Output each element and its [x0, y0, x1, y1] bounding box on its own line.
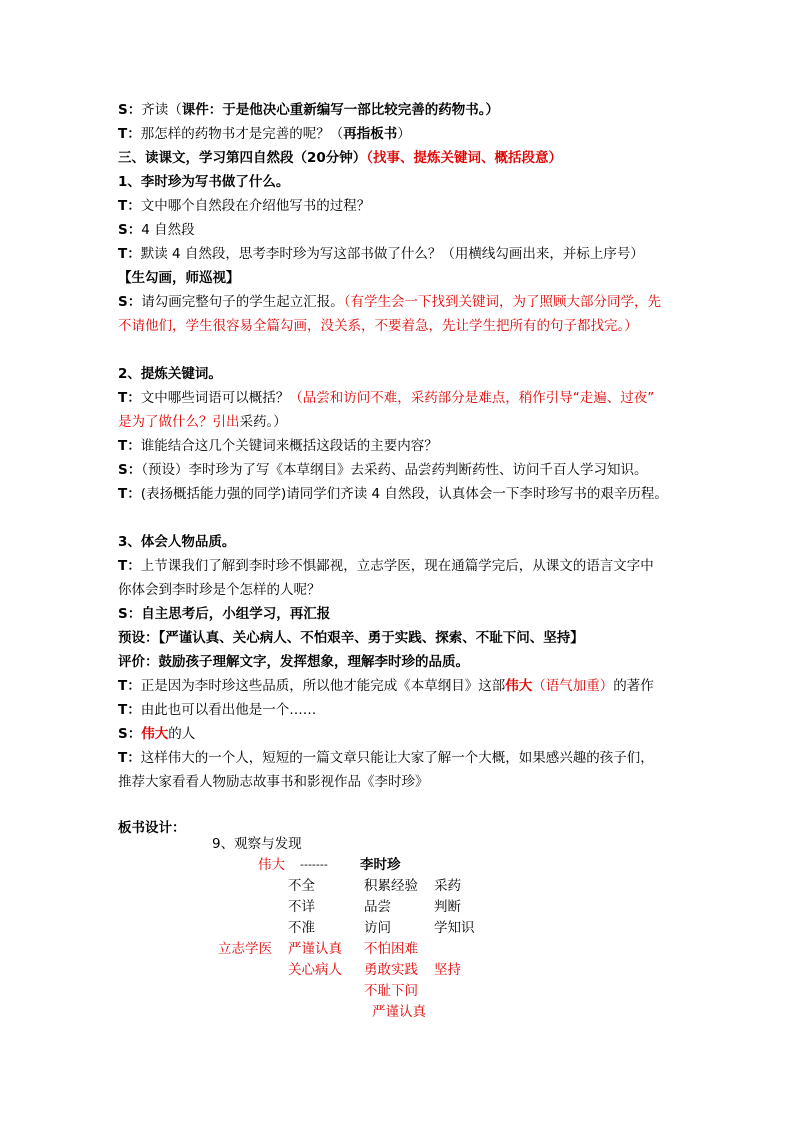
board-red-right-3: 严谨认真: [372, 1004, 426, 1020]
board-c3-0: 采药: [434, 878, 461, 894]
line-19: 你体会到李时珍是个怎样的人呢？: [118, 582, 321, 598]
line-12: T：文中哪些词语可以概括？（品尝和访问不难，采药部分是难点，稍作引导“走遍、过夜”: [118, 390, 655, 406]
line-16: T：(表扬概括能力强的同学)请同学们齐读 4 自然段，认真体会一下李时珍写书的艰辛历程。: [118, 486, 668, 502]
line-14: T：谁能结合这几个关键词来概括这段话的主要内容？: [118, 438, 438, 454]
board-c3-2: 学知识: [434, 920, 475, 936]
section-heading-3: 三、读课文，学习第四自然段（20分钟）（找事、提炼关键词、概括段意）: [118, 150, 563, 166]
line-20: S：自主思考后，小组学习，再汇报: [118, 606, 331, 622]
board-c1-2: 不准: [288, 920, 315, 936]
board-name: 李时珍: [360, 857, 401, 873]
line-26: T：这样伟大的一个人，短短的一篇文章只能让大家了解一个大概，如果感兴趣的孩子们，: [118, 750, 654, 766]
board-red-right-2: 不耻下问: [364, 983, 418, 999]
board-red-mid-0: 严谨认真: [288, 941, 342, 957]
line-5: T：文中哪个自然段在介绍他写书的过程？: [118, 198, 371, 214]
board-c2-0: 积累经验: [364, 878, 418, 894]
board-dash: -------: [300, 858, 328, 871]
line-22: 评价：鼓励孩子理解文字，发挥想象，理解李时珍的品质。: [118, 654, 469, 670]
line-1: S：齐读（课件：于是他决心重新编写一部比较完善的药物书。）: [118, 102, 499, 118]
line-25: S：伟大的人: [118, 726, 196, 742]
line-27: 推荐大家看看人物励志故事书和影视作品《李时珍》: [118, 774, 429, 790]
line-18: T：上节课我们了解到李时珍不惧鄙视，立志学医，现在通篇学完后，从课文的语言文字中: [118, 558, 654, 574]
line-15: S：（预设）李时珍为了写《本草纲目》去采药、品尝药判断药性、访问千百人学习知识。: [118, 462, 648, 478]
board-c1-0: 不全: [288, 878, 315, 894]
board-c3-1: 判断: [434, 899, 461, 915]
line-23: T：正是因为李时珍这些品质，所以他才能完成《本草纲目》这部伟大（语气加重）的著作: [118, 678, 654, 694]
board-heading: 板书设计：: [118, 820, 186, 836]
subheading-1: 1、李时珍为写书做了什么。: [118, 174, 290, 190]
board-red-mid-1: 关心病人: [288, 962, 342, 978]
board-red-right-1: 勇敢实践: [364, 962, 418, 978]
line-13: 是为了做什么？引出采药。）: [118, 414, 287, 430]
line-2: T：那怎样的药物书才是完善的呢？（再指板书）: [118, 126, 411, 142]
board-red-right-0: 不怕困难: [364, 941, 418, 957]
subheading-2: 2、提炼关键词。: [118, 366, 222, 382]
board-weida: 伟大: [258, 857, 285, 873]
board-jianchi: 坚持: [434, 962, 461, 978]
line-10: 不请他们，学生很容易全篇勾画，没关系，不要着急，先让学生把所有的句子都找完。）: [118, 318, 638, 334]
line-6: S：4 自然段: [118, 222, 195, 238]
board-lizhi: 立志学医: [218, 941, 272, 957]
board-c2-1: 品尝: [364, 899, 391, 915]
line-21: 预设：【严谨认真、关心病人、不怕艰辛、勇于实践、探索、不耻下问、坚持】: [118, 630, 584, 646]
subheading-3: 3、体会人物品质。: [118, 534, 236, 550]
board-c1-1: 不详: [288, 899, 315, 915]
line-24: T：由此也可以看出他是一个……: [118, 702, 317, 718]
line-7: T：默读 4 自然段，思考李时珍为写这部书做了什么？（用横线勾画出来，并标上序号）: [118, 246, 644, 262]
board-c2-2: 访问: [364, 920, 391, 936]
line-8: 【生勾画，师巡视】: [118, 270, 240, 286]
board-title: 9、观察与发现: [212, 836, 302, 852]
line-9: S：请勾画完整句子的学生起立汇报。（有学生会一下找到关键词，为了照顾大部分同学，先: [118, 294, 661, 310]
